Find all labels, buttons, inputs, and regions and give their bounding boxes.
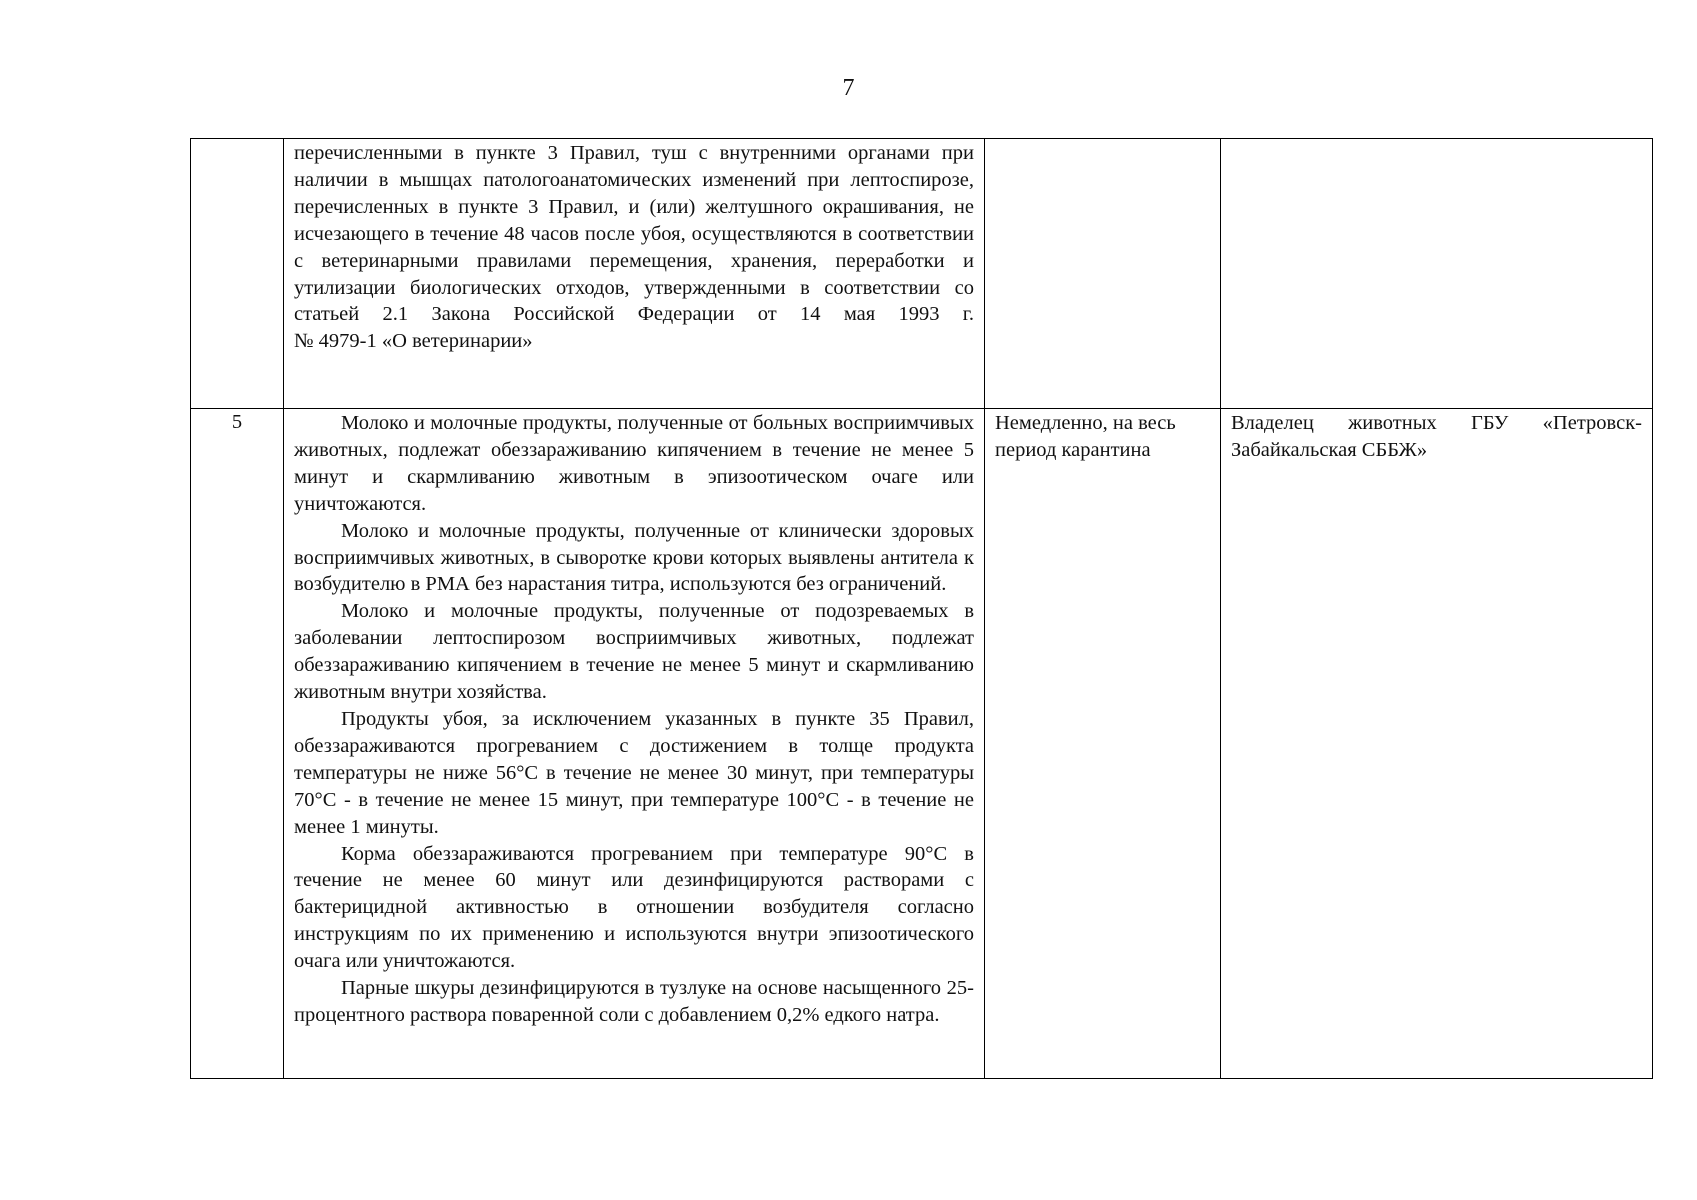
measure-paragraph-tail: № 4979-1 «О ветеринарии» [294, 330, 533, 353]
term-text: Немедленно, на весь период карантина [995, 412, 1176, 461]
responsible-text-tail: Забайкальская СББЖ» [1231, 438, 1428, 461]
measure-paragraph: Парные шкуры дезинфицируются в тузлуке на основе насыщенного 25-процентного раствора поваренной соли с добавлением 0,2% едкого натра. [294, 977, 974, 1026]
term-cell [985, 139, 1221, 409]
responsible-cell [1221, 409, 1653, 1079]
measure-paragraph: Молоко и молочные продукты, полученные от больных восприимчивых животных, подлежат обеззараживанию кипячением в течение не менее 5 минут и скармливанию животным в эпизоотическом очаге или уничтожаются. [294, 412, 974, 515]
measure-text-cell [284, 139, 985, 409]
measure-paragraph: Корма обеззараживаются прогреванием при температуре 90°С в течение не менее 60 минут или дезинфицируются растворами с бактерицидной активностью в отношении возбудителя согласно инструкциям по их применению и используются внутри эпизоотического очага или уничтожаются. [294, 842, 974, 973]
responsible-cell [1221, 139, 1653, 409]
measure-text-cell [284, 409, 985, 1079]
table-row [191, 139, 1653, 409]
measure-paragraph: Молоко и молочные продукты, полученные от подозреваемых в заболевании лептоспирозом восприимчивых животных, подлежат обеззараживанию кипячением в течение не менее 5 минут и скармливанию животным внутри хозяйства. [294, 600, 974, 704]
row-number-cell: 5 [191, 409, 284, 1079]
table-row [191, 409, 1653, 1079]
page-number: 7 [842, 75, 855, 101]
responsible-text: Владелец животных ГБУ «Петровск- [1231, 412, 1642, 434]
term-cell [985, 409, 1221, 1079]
measure-paragraph: Продукты убоя, за исключением указанных в пункте 35 Правил, обеззараживаются прогреванием с достижением в толще продукта температуры не ниже 56°С в течение не менее 30 минут, при температуры 70°С - в течение не менее 15 минут, при температуре 100°С - в течение не менее 1 минуты. [294, 707, 974, 838]
measure-paragraph: перечисленными в пункте 3 Правил, туш с внутренними органами при наличии в мышцах патологоанатомических изменений при лептоспирозе, перечисленных в пункте 3 Правил, и (или) желтушного окрашивания, не исчезающего в течение 48 часов после убоя, осуществляются в соответствии с ветеринарными правилами перемещения, хранения, переработки и утилизации биологических отходов, утвержденными в соответствии со статьей 2.1 Закона Российской Федерации от 14 мая 1993 г. [294, 142, 974, 326]
measure-paragraph: Молоко и молочные продукты, полученные от клинически здоровых восприимчивых животных, в сыворотке крови которых выявлены антитела к возбудителю в РМА без нарастания титра, используются без ограничений. [294, 519, 974, 596]
row-number-cell [191, 139, 284, 409]
measures-table [190, 138, 1653, 1079]
